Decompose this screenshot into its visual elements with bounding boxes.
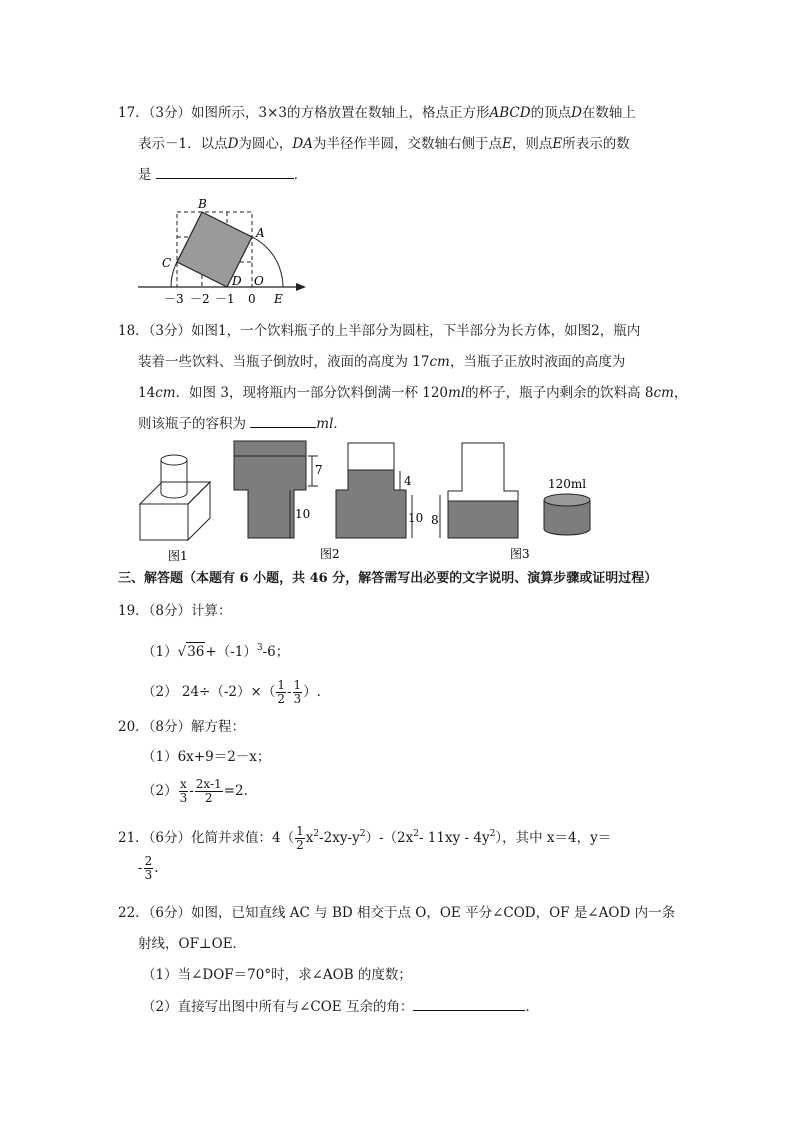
q20-title: 20．（8分）解方程： (118, 719, 246, 735)
section3-heading: 三、解答题（本题有 6 小题，共 46 分，解答需写出必要的文字说明、演算步骤或证明过程） (118, 571, 658, 586)
q17-tick-neg2: －2 (190, 292, 210, 306)
q18-label-4: 4 (404, 474, 412, 488)
q18-answer-blank[interactable] (250, 415, 316, 428)
q22-part1: （1）当∠DOF＝70°时，求∠AOB 的度数； (142, 967, 412, 983)
q18-line3: 14cm．如图 3，现将瓶内一部分饮料倒满一杯 120ml的杯子，瓶子内剩余的饮料高 8cm， (138, 385, 688, 401)
q18-label-8: 8 (431, 513, 439, 527)
q18-label-10a: 10 (295, 507, 311, 521)
q19-part2: （2） 24÷（-2）×（ $\frac{1}{2}$ - $\frac{1}{3}$ ）. (142, 678, 321, 706)
q18-line2: 装着一些饮料、当瓶子倒放时，液面的高度为 17cm，当瓶子正放时液面的高度为 (138, 354, 626, 370)
q18-figures (130, 438, 610, 566)
q17-line1: 17．（3分）如图所示，3×3的方格放置在数轴上，格点正方形ABCD的顶点D在数轴上 (118, 105, 636, 121)
q17-axis-arrow (296, 283, 306, 291)
q22-part2: （2）直接写出图中所有与∠COE 互余的角： ． (142, 999, 539, 1015)
q17-label-a: A (256, 226, 265, 240)
q18-fig3-liquid (448, 501, 518, 538)
q18-line1: 18．（3分）如图1，一个饮料瓶子的上半部分为圆柱，下半部分为长方体，如图2，瓶内 (118, 323, 641, 339)
q17-label-b: B (198, 197, 207, 211)
q17-tick-neg3: －3 (164, 292, 184, 306)
q18-cup-top (544, 494, 590, 506)
q17-label-c: C (162, 256, 172, 270)
q17-figure (130, 195, 320, 310)
q22-line1: 22．（6分）如图，已知直线 AC 与 BD 相交于点 O，OE 平分∠COD，OF 是∠AOD 内一条 (118, 905, 676, 921)
q17-label-o: O (254, 274, 264, 288)
q19-part1: $(1)√36+(-1)^3-6$； (142, 643, 290, 660)
q17-tick-neg1: －1 (215, 292, 235, 306)
q17-label-e: E (274, 292, 283, 306)
q18-line4: 则该瓶子的容积为 ml． (138, 416, 347, 432)
q18-fig3-caption: 图3 (510, 547, 530, 561)
q17-label-d: D (232, 274, 242, 288)
q18-fig2b-liquid (336, 470, 406, 538)
q20-part1: （1）6x+9＝2－x； (142, 749, 271, 765)
q18-fig1-caption: 图1 (168, 549, 188, 563)
q17-tick-0: 0 (248, 292, 256, 306)
q22-answer-blank[interactable] (413, 998, 525, 1011)
q18-cup-label: 120ml (548, 477, 587, 491)
q18-label-10b: 10 (408, 511, 424, 525)
q20-part2: （2） $\frac{x}{3}$ - $\frac{2x-1}{2}$ =2. (142, 777, 248, 805)
q17-line3: 是 ． (138, 167, 308, 183)
q18-label-7: 7 (315, 463, 323, 477)
q18-fig2-caption: 图2 (320, 547, 340, 561)
q17-line2: 表示－1．以点D为圆心，DA为半径作半圆，交数轴右侧于点E，则点E所表示的数 (138, 136, 630, 152)
q18-fig1-bottle (140, 455, 210, 540)
q21-line2: - $\frac{2}{3}$ . (138, 854, 159, 882)
q22-line2: 射线，OF⊥OE． (138, 936, 247, 952)
q19-title: 19．（8分）计算： (118, 603, 232, 619)
q17-answer-blank[interactable] (156, 166, 294, 179)
q21-line1: 21．（6分）化简并求值：4（ $\frac{1}{2}$ $x^2-2xy-y^2)-(2x^2-$ $11xy - 4y^2$），其中 x＝4，y＝ (118, 824, 612, 852)
